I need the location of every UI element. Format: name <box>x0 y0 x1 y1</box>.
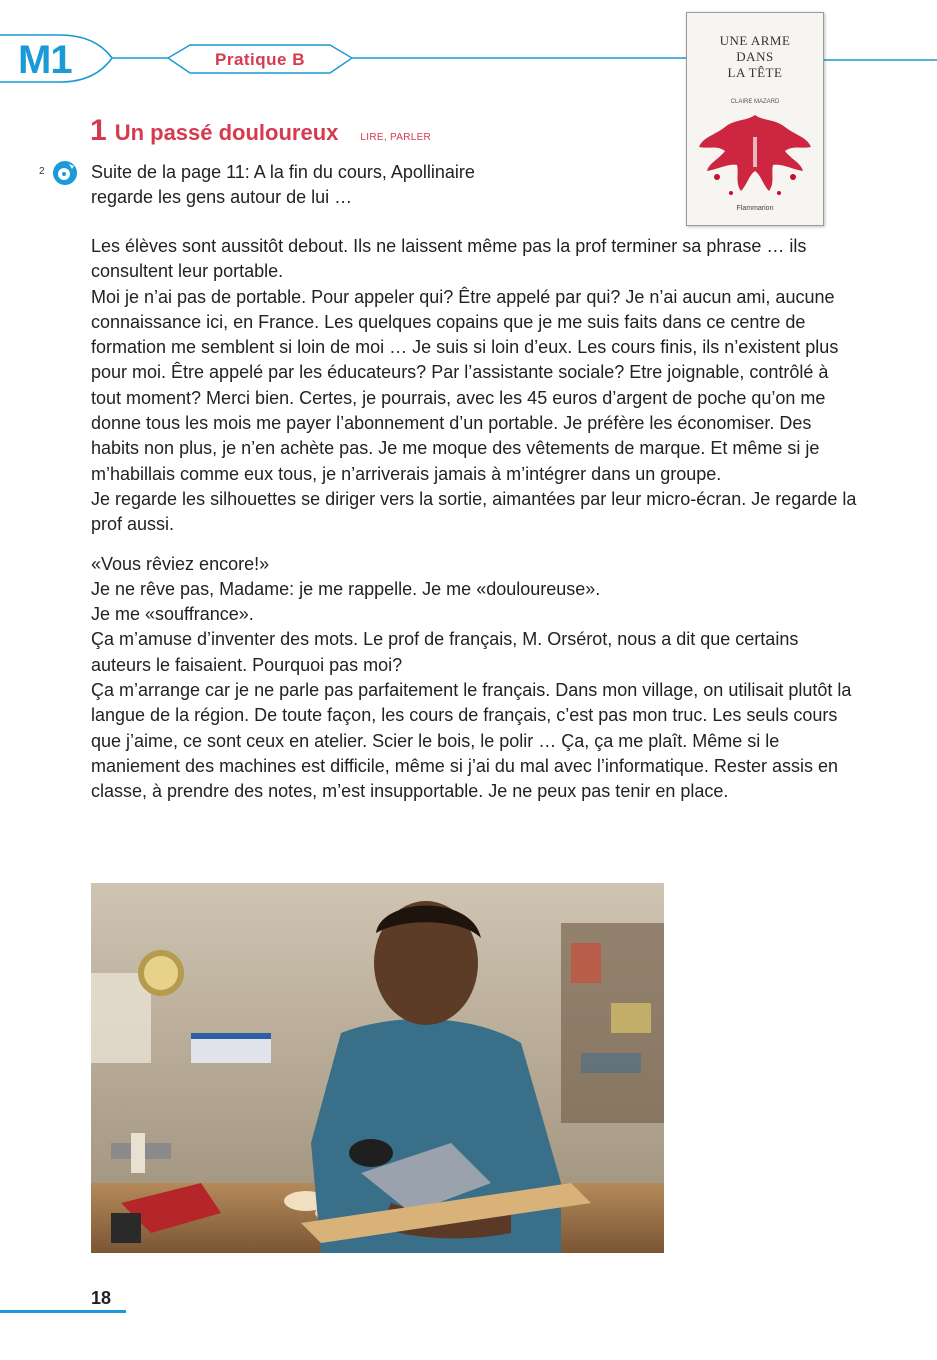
module-code: M1 <box>18 38 72 82</box>
paragraph: Je ne rêve pas, Madame: je me rappelle. Je me «douloureuse». <box>91 578 601 599</box>
exercise-title: Un passé douloureux <box>114 120 339 145</box>
inkblot-illustration <box>695 107 815 199</box>
paragraph: Ça m’arrange car je ne parle pas parfaitement le français. Dans mon village, on utilisait plutôt la langue de la région. De toute façon, les cours de français, c’est pas mon truc. Les seuls cours que j’aime, ce sont ceux en atelier. Scier le bois, le polir … Ça, ça me plaît. Même si le maniement des machines est difficile, même si j’ai du mal avec l’informatique. Rester assis en classe, à prendre des notes, m’est insupportable. Je ne peux pas tenir en place. <box>91 680 852 802</box>
book-title: UNE ARME DANS LA TÊTE <box>719 33 791 80</box>
section-label: Pratique B <box>214 50 306 69</box>
audio-track-number: 2 <box>39 166 45 177</box>
reading-text <box>91 234 861 805</box>
exercise-heading <box>90 114 431 148</box>
page-number: 18 <box>91 1288 112 1308</box>
paragraph: Les élèves sont aussitôt debout. Ils ne laissent même pas la prof terminer sa phrase … ils consultent leur portable. <box>91 236 807 282</box>
paragraph: Je regarde les silhouettes se diriger vers la sortie, aimantées par leur micro-écran. Je regarde la prof aussi. <box>91 488 857 535</box>
exercise-intro: Suite de la page 11: A la fin du cours, Apollinaire regarde les gens autour de lui … <box>91 162 475 207</box>
paragraph: Moi je n’ai pas de portable. Pour appeler qui? Être appelé par qui? Je n’ai aucun ami, aucune connaissance ici, en France. Les quelques copains que je me suis faits dans ce centre de formation me semblent si loin de moi … Je suis si loin d’eux. Les cours finis, ils n’existent plus pour moi. Être appelé par les éducateurs? Par l’assistante sociale? Etre joignable, contrôlé à tout moment? Merci bien. Certes, je pourrais, avec les 45 euros d’argent de poche qu’on me donne tous les mois me payer l’abonnement d’un portable. Je préfère les économiser. Des habits non plus, je n’en achète pas. Je me moque des vêtements de marque. Et même si je m’habillais comme eux tous, je n’arriverais jamais à m’intégrer dans un groupe. <box>91 286 839 484</box>
book-author: CLAIRE MAZARD <box>730 99 780 105</box>
paragraph: «Vous rêviez encore!» <box>91 553 270 574</box>
exercise-skills: LIRE, PARLER <box>360 132 432 143</box>
workshop-scene <box>91 883 664 1253</box>
audio-cd-icon[interactable] <box>52 160 78 186</box>
book-cover <box>686 12 824 226</box>
woodworking-photo <box>91 883 664 1253</box>
exercise-number: 1 <box>90 114 107 147</box>
book-publisher: Flammarion <box>736 205 774 212</box>
paragraph: Je me «souffrance». <box>91 604 254 625</box>
paragraph: Ça m’amuse d’inventer des mots. Le prof de français, M. Orsérot, nous a dit que certains auteurs le faisaient. Pourquoi pas moi? <box>91 629 799 675</box>
footer-rule <box>0 1310 126 1313</box>
